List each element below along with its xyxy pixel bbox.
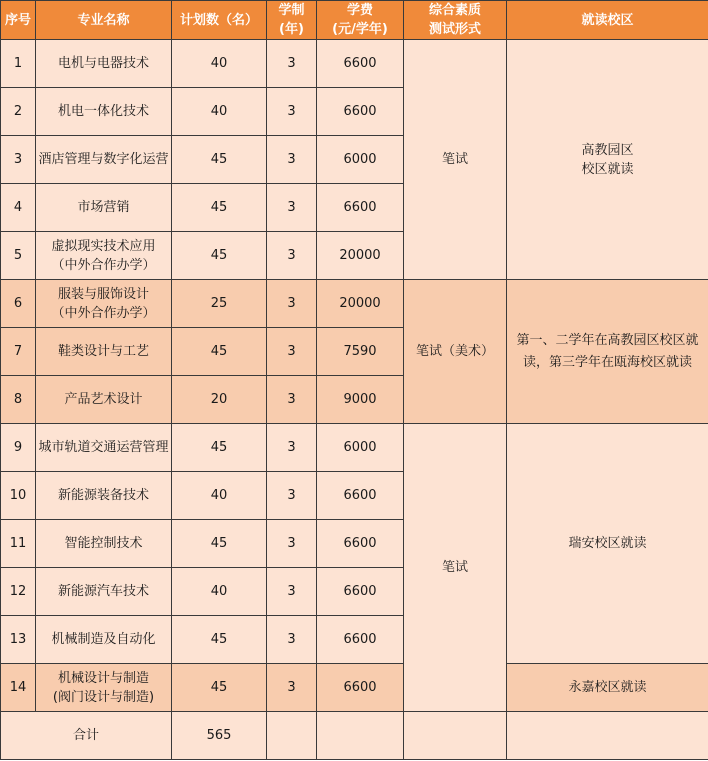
total-label: 合计 bbox=[1, 712, 172, 760]
cell-test-group: 笔试 bbox=[404, 40, 507, 280]
cell-seq: 12 bbox=[1, 568, 36, 616]
table-row bbox=[1, 424, 708, 472]
cell-seq: 5 bbox=[1, 232, 36, 280]
cell-seq: 13 bbox=[1, 616, 36, 664]
cell-plan: 40 bbox=[172, 88, 267, 136]
cell-years: 3 bbox=[267, 328, 317, 376]
cell-fee: 6600 bbox=[317, 88, 404, 136]
header-row bbox=[1, 1, 708, 40]
cell-fee: 9000 bbox=[317, 376, 404, 424]
cell-fee: 6600 bbox=[317, 616, 404, 664]
cell-major: 鞋类设计与工艺 bbox=[36, 328, 172, 376]
total-years bbox=[267, 712, 317, 760]
total-test bbox=[404, 712, 507, 760]
cell-plan: 45 bbox=[172, 328, 267, 376]
cell-major: 机械制造及自动化 bbox=[36, 616, 172, 664]
cell-major: 新能源汽车技术 bbox=[36, 568, 172, 616]
cell-fee: 6600 bbox=[317, 664, 404, 712]
cell-plan: 45 bbox=[172, 424, 267, 472]
cell-plan: 45 bbox=[172, 184, 267, 232]
cell-fee: 6000 bbox=[317, 424, 404, 472]
cell-years: 3 bbox=[267, 136, 317, 184]
header-test: 综合素质 测试形式 bbox=[404, 1, 507, 40]
cell-major: 酒店管理与数字化运营 bbox=[36, 136, 172, 184]
header-campus: 就读校区 bbox=[507, 1, 708, 40]
cell-major: 智能控制技术 bbox=[36, 520, 172, 568]
cell-seq: 14 bbox=[1, 664, 36, 712]
cell-years: 3 bbox=[267, 520, 317, 568]
total-row bbox=[1, 712, 708, 760]
cell-seq: 9 bbox=[1, 424, 36, 472]
cell-fee: 20000 bbox=[317, 280, 404, 328]
cell-plan: 45 bbox=[172, 616, 267, 664]
cell-plan: 20 bbox=[172, 376, 267, 424]
cell-major: 城市轨道交通运营管理 bbox=[36, 424, 172, 472]
table-row bbox=[1, 40, 708, 88]
cell-plan: 40 bbox=[172, 472, 267, 520]
cell-plan: 45 bbox=[172, 520, 267, 568]
cell-seq: 11 bbox=[1, 520, 36, 568]
cell-test-group: 笔试（美术） bbox=[404, 280, 507, 424]
header-seq: 序号 bbox=[1, 1, 36, 40]
header-fee: 学费 (元/学年) bbox=[317, 1, 404, 40]
cell-plan: 45 bbox=[172, 232, 267, 280]
cell-years: 3 bbox=[267, 664, 317, 712]
header-plan: 计划数（名） bbox=[172, 1, 267, 40]
cell-seq: 10 bbox=[1, 472, 36, 520]
cell-seq: 1 bbox=[1, 40, 36, 88]
cell-fee: 6600 bbox=[317, 472, 404, 520]
cell-seq: 4 bbox=[1, 184, 36, 232]
header-major: 专业名称 bbox=[36, 1, 172, 40]
cell-plan: 40 bbox=[172, 568, 267, 616]
header-years: 学制 (年) bbox=[267, 1, 317, 40]
cell-major: 产品艺术设计 bbox=[36, 376, 172, 424]
cell-seq: 2 bbox=[1, 88, 36, 136]
cell-years: 3 bbox=[267, 376, 317, 424]
cell-major: 服装与服饰设计 （中外合作办学） bbox=[36, 280, 172, 328]
total-fee bbox=[317, 712, 404, 760]
cell-campus-group: 高教园区 校区就读 bbox=[507, 40, 708, 280]
cell-plan: 45 bbox=[172, 664, 267, 712]
cell-test-group: 笔试 bbox=[404, 424, 507, 712]
cell-campus-group: 第一、二学年在高教园区校区就读，第三学年在瓯海校区就读 bbox=[507, 280, 708, 424]
cell-seq: 7 bbox=[1, 328, 36, 376]
cell-years: 3 bbox=[267, 232, 317, 280]
cell-major: 市场营销 bbox=[36, 184, 172, 232]
cell-plan: 40 bbox=[172, 40, 267, 88]
cell-campus-group: 瑞安校区就读 bbox=[507, 424, 708, 664]
cell-plan: 25 bbox=[172, 280, 267, 328]
cell-seq: 8 bbox=[1, 376, 36, 424]
total-campus bbox=[507, 712, 708, 760]
table-row bbox=[1, 280, 708, 328]
cell-years: 3 bbox=[267, 616, 317, 664]
total-plan: 565 bbox=[172, 712, 267, 760]
cell-major: 新能源装备技术 bbox=[36, 472, 172, 520]
cell-major: 虚拟现实技术应用 （中外合作办学） bbox=[36, 232, 172, 280]
cell-years: 3 bbox=[267, 472, 317, 520]
cell-plan: 45 bbox=[172, 136, 267, 184]
cell-years: 3 bbox=[267, 280, 317, 328]
cell-fee: 6000 bbox=[317, 136, 404, 184]
cell-years: 3 bbox=[267, 424, 317, 472]
cell-years: 3 bbox=[267, 40, 317, 88]
cell-fee: 6600 bbox=[317, 40, 404, 88]
cell-major: 电机与电器技术 bbox=[36, 40, 172, 88]
cell-fee: 6600 bbox=[317, 568, 404, 616]
cell-fee: 6600 bbox=[317, 520, 404, 568]
cell-fee: 7590 bbox=[317, 328, 404, 376]
cell-years: 3 bbox=[267, 568, 317, 616]
cell-years: 3 bbox=[267, 184, 317, 232]
cell-years: 3 bbox=[267, 88, 317, 136]
cell-major: 机电一体化技术 bbox=[36, 88, 172, 136]
cell-major: 机械设计与制造 (阀门设计与制造) bbox=[36, 664, 172, 712]
cell-fee: 6600 bbox=[317, 184, 404, 232]
cell-seq: 3 bbox=[1, 136, 36, 184]
cell-fee: 20000 bbox=[317, 232, 404, 280]
cell-campus-group: 永嘉校区就读 bbox=[507, 664, 708, 712]
table-row bbox=[1, 664, 708, 712]
cell-seq: 6 bbox=[1, 280, 36, 328]
